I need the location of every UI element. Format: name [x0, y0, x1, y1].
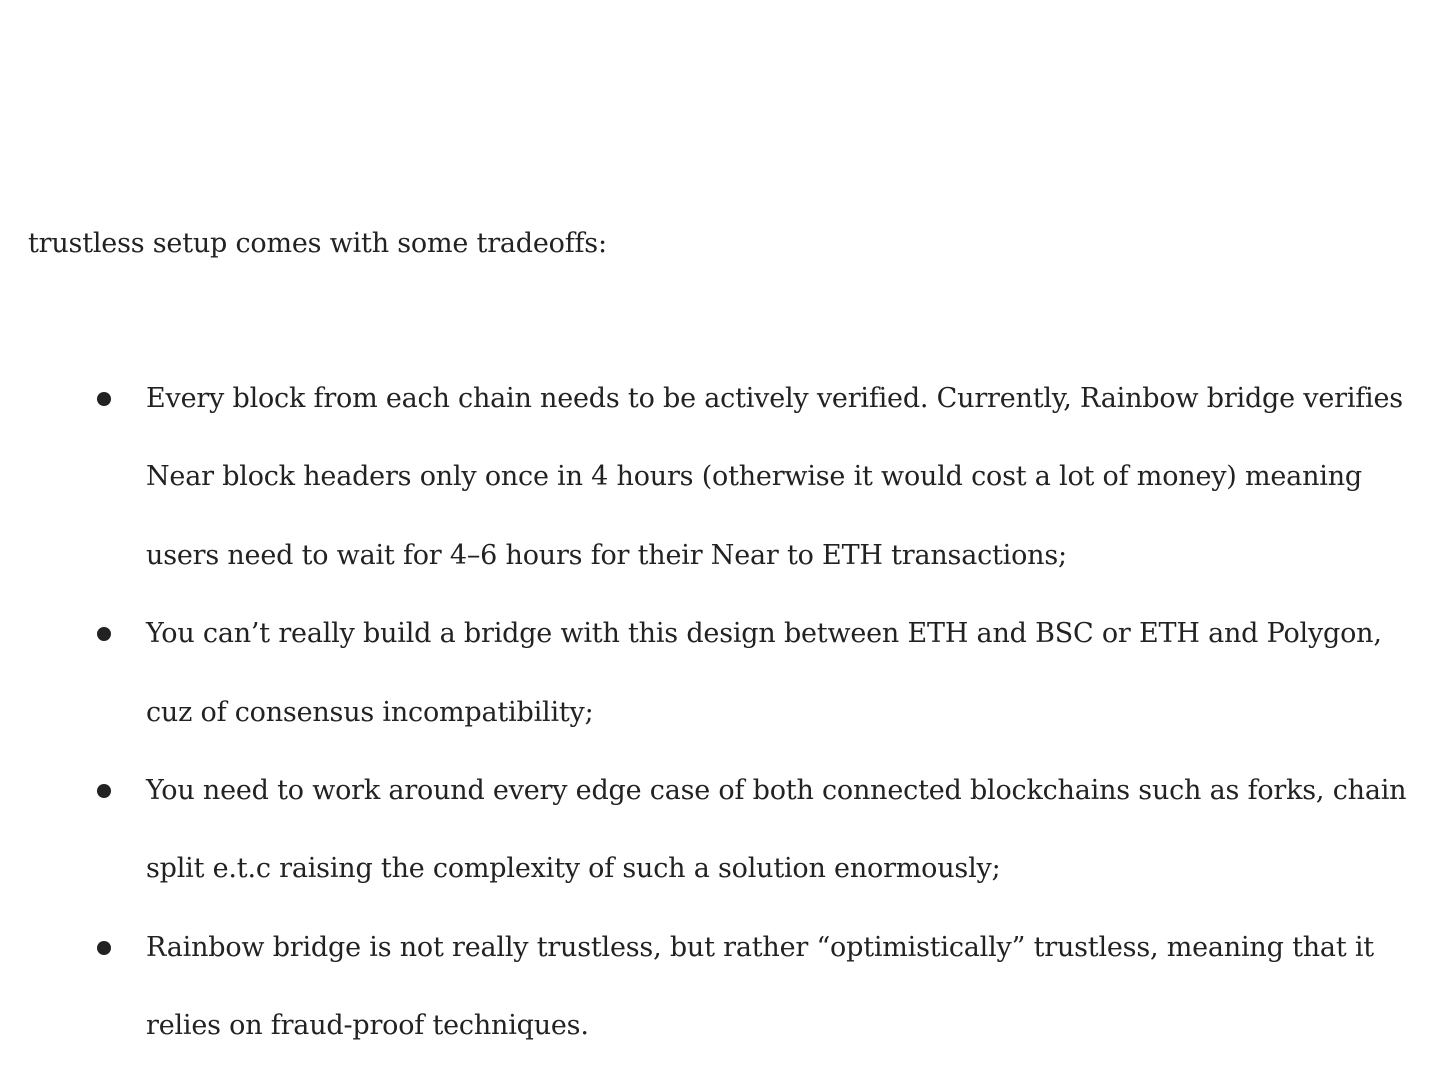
- list-item: [0, 909, 1440, 1066]
- bullet-icon: [97, 784, 111, 798]
- list-item: [0, 752, 1440, 909]
- list-item-line: split e.t.c raising the complexity of such a solution enormously;: [146, 853, 1001, 885]
- list-item-line: You need to work around every edge case of both connected blockchains such as forks, chain: [146, 775, 1407, 807]
- intro-paragraph: trustless setup comes with some tradeoffs:: [28, 228, 607, 259]
- bullet-icon: [97, 627, 111, 641]
- list-item-line: Rainbow bridge is not really trustless, but rather “optimistically” trustless, meaning that it: [146, 931, 1374, 963]
- list-item-line: Every block from each chain needs to be actively verified. Currently, Rainbow bridge verifies: [146, 383, 1403, 414]
- list-item-line: cuz of consensus incompatibility;: [146, 696, 594, 728]
- bullet-icon: [97, 392, 111, 406]
- list-item-line: You can’t really build a bridge with this design between ETH and BSC or ETH and Polygon,: [146, 618, 1382, 650]
- tradeoffs-list: [0, 360, 1440, 1066]
- bullet-icon: [97, 941, 111, 955]
- list-item-line: relies on fraud-proof techniques.: [146, 1010, 589, 1042]
- list-item: [0, 360, 1440, 595]
- list-item: [0, 595, 1440, 752]
- list-item-line: users need to wait for 4–6 hours for their Near to ETH transactions;: [146, 539, 1067, 571]
- list-item-line: Near block headers only once in 4 hours (otherwise it would cost a lot of money) meaning: [146, 461, 1362, 493]
